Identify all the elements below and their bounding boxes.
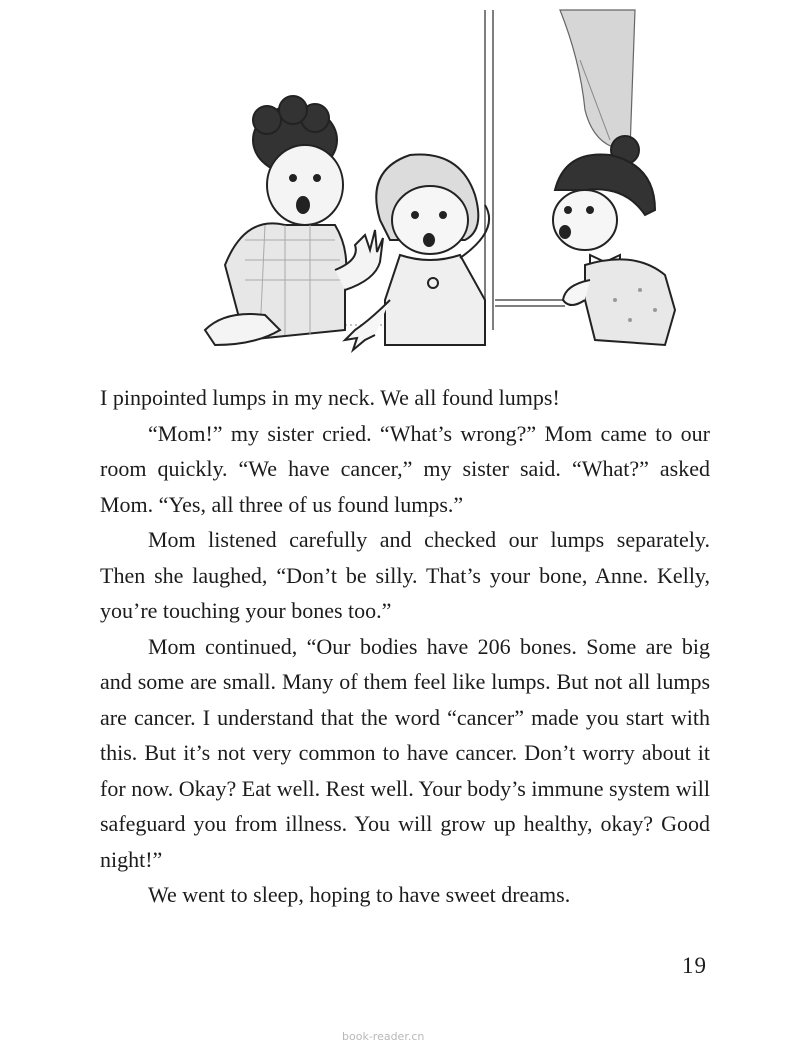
story-text: [100, 380, 710, 913]
girl-left: [205, 96, 383, 345]
paragraph-1: I pinpointed lumps in my neck. We all found lumps!: [100, 385, 560, 410]
watermark: book-reader.cn: [342, 1030, 425, 1043]
paragraph-3: Mom listened carefully and checked our lumps separately. Then she laughed, “Don’t be silly. That’s your bone, Anne. Kelly, you’re touching your bones too.”: [100, 527, 710, 623]
girl-right: [553, 136, 675, 345]
window-frame: [485, 10, 565, 330]
three-girls-illustration: [185, 0, 690, 375]
curtain: [560, 10, 635, 150]
paragraph-4: Mom continued, “Our bodies have 206 bones. Some are big and some are small. Many of them feel like lumps. But not all lumps are cancer. I understand that the word “cancer” made you start with this. But it’s not very common to have cancer. Don’t worry about it for now. Okay? Eat well. Rest well. Your body’s immune system will safeguard you from illness. You will grow up healthy, okay? Good night!”: [100, 633, 710, 872]
paragraph-2: “Mom!” my sister cried. “What’s wrong?” Mom came to our room quickly. “We have cancer,” my sister said. “What?” asked Mom. “Yes, all three of us found lumps.”: [100, 420, 710, 517]
paragraph-5: We went to sleep, hoping to have sweet dreams.: [148, 882, 571, 907]
page-number: 19: [682, 953, 707, 978]
